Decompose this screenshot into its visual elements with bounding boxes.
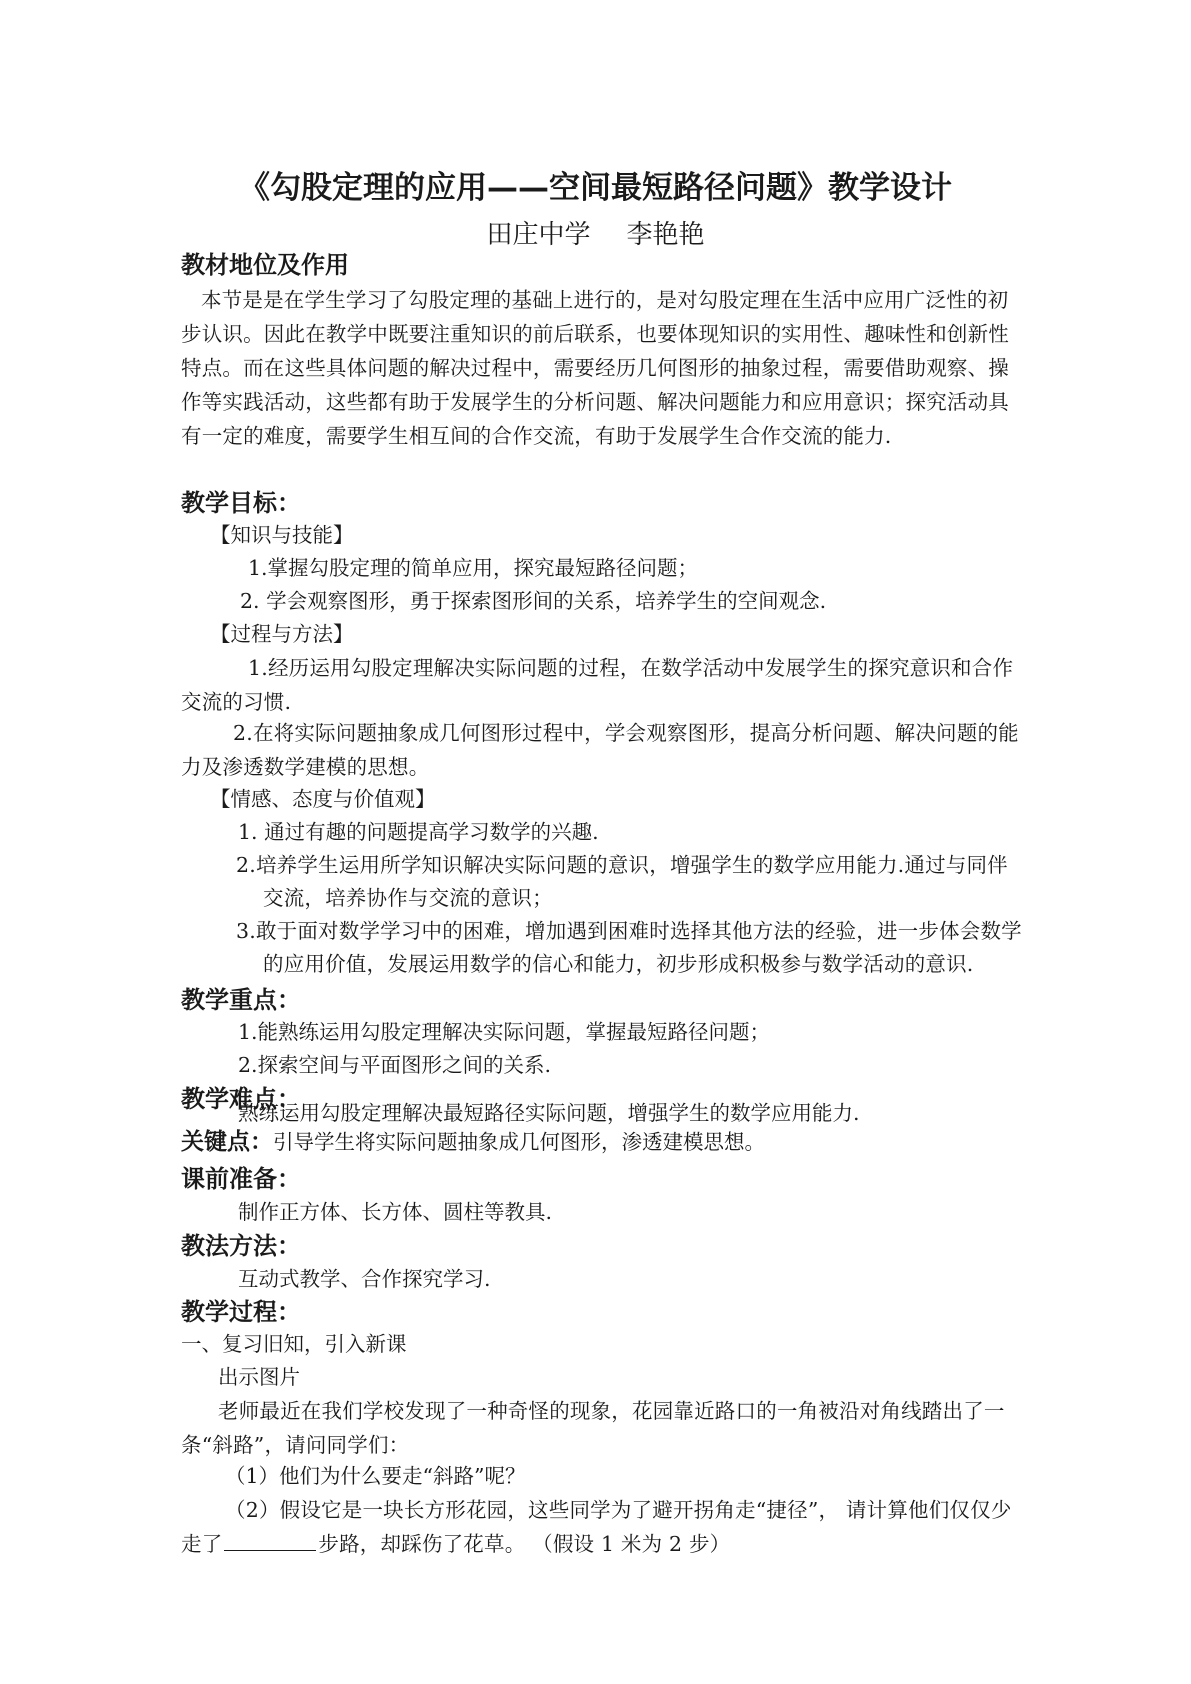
paragraph-position: 本节是是在学生学习了勾股定理的基础上进行的，是对勾股定理在生活中应用广泛性的初步认识。因此在教学中既要注重知识的前后联系，也要体现知识的实用性、趣味性和创新性特点。而在这些具体问题的解决过程中，需要经历几何图形的抽象过程，需要借助观察、操作等实践活动，这些都有助于发展学生的分析问题、解决问题能力和应用意识；探究活动具有一定的难度，需要学生相互间的合作交流，有助于发展学生合作交流的能力. [181,288,1009,448]
heading-difficulties: 教学难点： [181,1085,301,1113]
author-line [0,217,1191,253]
knowledge-item-1: 1.掌握勾股定理的简单应用，探究最短路径问题； [248,556,699,580]
emotion-item-3: 3.敢于面对数学学习中的困难，增加遇到困难时选择其他方法的经验，进一步体会数学的应用价值，发展运用数学的信心和能力，初步形成积极参与数学活动的意识. [236,919,1022,976]
show-picture-text: 出示图片 [218,1365,300,1389]
label-process: 【过程与方法】 [210,622,354,646]
key-point-1: 1.能熟练运用勾股定理解决实际问题，掌握最短路径问题； [238,1020,771,1044]
question-2 [181,1493,1021,1561]
intro-paragraph: 老师最近在我们学校发现了一种奇怪的现象，花园靠近路口的一角被沿对角线踏出了一条“斜路”，请问同学们： [181,1399,1005,1457]
heading-key-points: 教学重点： [181,986,301,1014]
heading-methods: 教法方法： [181,1232,301,1260]
label-knowledge: 【知识与技能】 [210,523,354,547]
process-step-1: 一、复习旧知，引入新课 [181,1332,407,1356]
knowledge-item-2: 2. 学会观察图形，勇于探索图形间的关系，培养学生的空间观念. [240,589,827,613]
methods-text: 互动式教学、合作探究学习. [238,1267,491,1291]
question-2-part2: 步路，却踩伤了花草。 （假设 1 米为 2 步） [318,1532,731,1556]
label-emotion: 【情感、态度与价值观】 [210,787,436,811]
crux-text: 引导学生将实际问题抽象成几何图形，渗透建模思想。 [273,1130,765,1154]
process-item-2: 2.在将实际问题抽象成几何图形过程中，学会观察图形，提高分析问题、解决问题的能力及渗透数学建模的思想。 [181,721,1019,779]
difficulties-text: 熟练运用勾股定理解决最短路径实际问题，增强学生的数学应用能力. [238,1101,860,1125]
heading-position: 教材地位及作用 [181,251,349,279]
question-2-part1: （2）假设它是一块长方形花园，这些同学为了避开拐角走“捷径”， 请计算他们仅仅少走了 [181,1498,1012,1556]
document-title: 《勾股定理的应用——空间最短路径问题》教学设计 [239,170,952,206]
question-1: （1）他们为什么要走“斜路”呢？ [225,1464,526,1488]
heading-process: 教学过程： [181,1298,301,1326]
answer-blank[interactable] [224,1530,316,1551]
process-item-1: 1.经历运用勾股定理解决实际问题的过程，在数学活动中发展学生的探究意识和合作交流的习惯. [181,656,1014,714]
author-school: 田庄中学 [486,220,591,250]
author-name: 李艳艳 [626,220,705,250]
emotion-item-2: 2.培养学生运用所学知识解决实际问题的意识，增强学生的数学应用能力.通过与同伴交流，培养协作与交流的意识； [236,853,1008,910]
crux-line [181,1126,765,1158]
heading-preparation: 课前准备： [181,1165,301,1193]
key-point-2: 2.探索空间与平面图形之间的关系. [238,1053,552,1077]
crux-label: 关键点： [181,1129,273,1155]
heading-goals: 教学目标： [181,489,301,517]
preparation-text: 制作正方体、长方体、圆柱等教具. [238,1200,553,1224]
emotion-item-1: 1. 通过有趣的问题提高学习数学的兴趣. [238,820,599,844]
